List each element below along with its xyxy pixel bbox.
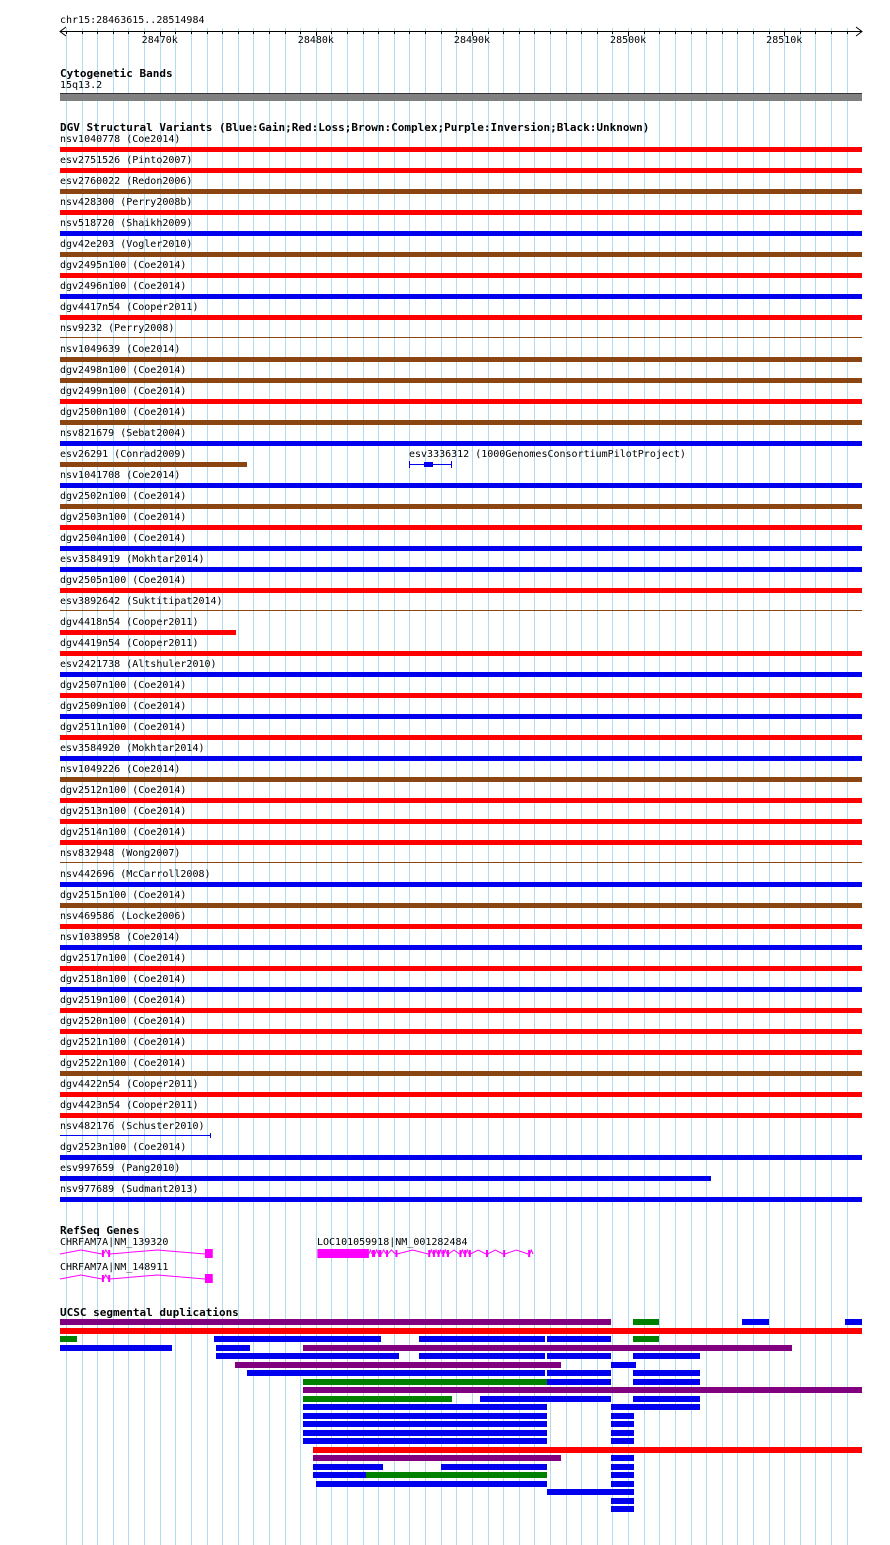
ruler-tick-label: 28470k (141, 35, 178, 46)
dgv-feature-label[interactable]: esv26291 (Conrad2009) (60, 449, 187, 460)
dgv-feature-label[interactable]: dgv2496n100 (Coe2014) (60, 281, 187, 292)
refseq-intron (388, 1250, 396, 1254)
dgv-feature-bar[interactable] (60, 294, 862, 299)
dgv-feature-label[interactable]: dgv2504n100 (Coe2014) (60, 533, 187, 544)
dgv-feature-bar[interactable] (60, 567, 862, 572)
refseq-intron (369, 1250, 372, 1254)
segdup-feature-bar[interactable] (611, 1404, 634, 1410)
segdup-feature-bar[interactable] (547, 1336, 611, 1342)
dgv-feature-bar[interactable] (60, 210, 862, 215)
segdup-feature-bar[interactable] (480, 1396, 611, 1402)
dgv-feature-bar[interactable] (60, 1071, 862, 1076)
dgv-feature-label[interactable]: dgv2523n100 (Coe2014) (60, 1142, 187, 1153)
refseq-intron (381, 1250, 386, 1254)
segdup-feature-bar[interactable] (303, 1345, 792, 1351)
ruler-tick-label: 28480k (297, 35, 334, 46)
dgv-feature-bar[interactable] (60, 1197, 862, 1202)
dgv-feature-bar[interactable] (60, 168, 862, 173)
refseq-intron (439, 1250, 442, 1254)
segdup-feature-bar[interactable] (611, 1506, 634, 1512)
dgv-feature-bar[interactable] (60, 862, 862, 863)
segdup-feature-bar[interactable] (547, 1489, 611, 1495)
dgv-feature-bar[interactable] (60, 441, 862, 446)
dgv-feature-bar[interactable] (60, 903, 862, 908)
segdup-feature-bar[interactable] (611, 1472, 634, 1478)
segdup-feature-bar[interactable] (547, 1353, 611, 1359)
dgv-feature-label[interactable]: esv2760022 (Redon2006) (60, 176, 193, 187)
dgv-feature-label[interactable]: dgv2499n100 (Coe2014) (60, 386, 187, 397)
refseq-exon (486, 1250, 488, 1257)
dgv-feature-bar[interactable] (60, 1113, 862, 1118)
dgv-feature-label[interactable]: dgv2514n100 (Coe2014) (60, 827, 187, 838)
dgv-feature-label[interactable]: nsv442696 (McCarroll2008) (60, 869, 211, 880)
dgv-feature-bar[interactable] (60, 610, 862, 611)
segdup-feature-bar[interactable] (633, 1396, 700, 1402)
dgv-feature-bar[interactable] (60, 882, 862, 887)
segdup-feature-bar[interactable] (611, 1362, 636, 1368)
segdup-feature-bar[interactable] (547, 1370, 611, 1376)
ruler-tick-label: 28490k (453, 35, 491, 46)
segdup-feature-bar[interactable] (611, 1438, 634, 1444)
dgv-feature-bar[interactable] (60, 504, 862, 509)
dgv-feature-label[interactable]: dgv2512n100 (Coe2014) (60, 785, 187, 796)
region-label: chr15:28463615..28514984 (60, 15, 205, 26)
dgv-feature-end-tick (409, 461, 410, 468)
dgv-feature-label[interactable]: esv3584920 (Mokhtar2014) (60, 743, 205, 754)
dgv-feature-label[interactable]: nsv482176 (Schuster2010) (60, 1121, 205, 1132)
refseq-exon (464, 1250, 466, 1257)
refseq-intron (103, 1275, 108, 1279)
segdup-feature-bar[interactable] (611, 1481, 634, 1487)
dgv-feature-bar[interactable] (60, 147, 862, 152)
refseq-intron (461, 1250, 464, 1254)
dgv-feature-label[interactable]: esv997659 (Pang2010) (60, 1163, 181, 1174)
segdup-feature-bar[interactable] (214, 1336, 381, 1342)
dgv-feature-label[interactable]: nsv9232 (Perry2008) (60, 323, 175, 334)
dgv-feature-bar[interactable] (60, 231, 862, 236)
dgv-feature-bar[interactable] (60, 420, 862, 425)
segdup-feature-bar[interactable] (419, 1336, 545, 1342)
refseq-track-title: RefSeq Genes (60, 1224, 140, 1237)
segdup-feature-bar[interactable] (303, 1421, 547, 1427)
segdup-feature-bar[interactable] (633, 1370, 700, 1376)
refseq-intron (530, 1250, 533, 1254)
dgv-feature-label[interactable]: nsv518720 (Shaikh2009) (60, 218, 193, 229)
dgv-feature-label[interactable]: dgv2520n100 (Coe2014) (60, 1016, 187, 1027)
refseq-exon (469, 1250, 471, 1257)
dgv-feature-label[interactable]: dgv42e203 (Vogler2010) (60, 239, 193, 250)
dgv-feature-bar[interactable] (60, 777, 862, 782)
dgv-feature-bar[interactable] (60, 714, 862, 719)
segdup-feature-bar[interactable] (316, 1481, 547, 1487)
dgv-feature-bar[interactable] (60, 651, 862, 656)
dgv-feature-bar[interactable] (60, 840, 862, 845)
refseq-intron (444, 1250, 447, 1254)
refseq-exon (442, 1250, 444, 1257)
ruler-tick-label: 28510k (766, 35, 803, 46)
dgv-feature-thick-block[interactable] (424, 462, 433, 467)
dgv-feature-label[interactable]: dgv2518n100 (Coe2014) (60, 974, 187, 985)
dgv-feature-label[interactable]: dgv4418n54 (Cooper2011) (60, 617, 199, 628)
dgv-feature-bar[interactable] (60, 189, 862, 194)
dgv-feature-label[interactable]: dgv4419n54 (Cooper2011) (60, 638, 199, 649)
segdup-feature-bar[interactable] (313, 1472, 366, 1478)
segdup-feature-bar[interactable] (845, 1319, 862, 1325)
ruler-tick-label: 28500k (610, 35, 647, 46)
refseq-gene-label[interactable]: LOC101059918|NM_001282484 (317, 1237, 468, 1248)
cytoband-track-title: Cytogenetic Bands (60, 67, 173, 80)
dgv-feature-label[interactable]: nsv1049226 (Coe2014) (60, 764, 181, 775)
dgv-feature-bar[interactable] (60, 462, 247, 467)
refseq-exon (447, 1250, 449, 1257)
dgv-feature-bar[interactable] (60, 483, 862, 488)
segdup-feature-bar[interactable] (633, 1353, 700, 1359)
segdup-feature-bar[interactable] (313, 1464, 383, 1470)
segdup-feature-bar[interactable] (303, 1396, 452, 1402)
refseq-intron (449, 1250, 460, 1254)
segdup-feature-bar[interactable] (313, 1455, 561, 1461)
refseq-exon (317, 1249, 369, 1258)
refseq-exon (503, 1250, 505, 1257)
dgv-feature-label[interactable]: dgv2502n100 (Coe2014) (60, 491, 187, 502)
segdup-feature-bar[interactable] (303, 1430, 547, 1436)
segdup-feature-bar[interactable] (742, 1319, 769, 1325)
dgv-feature-label[interactable]: dgv2495n100 (Coe2014) (60, 260, 187, 271)
segdup-feature-bar[interactable] (235, 1362, 561, 1368)
dgv-feature-bar[interactable] (60, 315, 862, 320)
segdup-feature-bar[interactable] (419, 1353, 545, 1359)
refseq-intron (375, 1250, 378, 1254)
refseq-intron (110, 1275, 205, 1279)
dgv-feature-bar[interactable] (60, 1050, 862, 1055)
ruler (0, 0, 890, 50)
refseq-exon (438, 1250, 440, 1257)
dgv-feature-bar[interactable] (60, 756, 862, 761)
dgv-feature-bar[interactable] (60, 252, 862, 257)
segdup-feature-bar[interactable] (216, 1353, 399, 1359)
dgv-feature-label[interactable]: nsv977689 (Sudmant2013) (60, 1184, 199, 1195)
dgv-feature-bar[interactable] (60, 966, 862, 971)
dgv-feature-label[interactable]: nsv428300 (Perry2008b) (60, 197, 193, 208)
dgv-feature-label[interactable]: dgv2519n100 (Coe2014) (60, 995, 187, 1006)
dgv-feature-label[interactable]: dgv2522n100 (Coe2014) (60, 1058, 187, 1069)
dgv-feature-label[interactable]: nsv821679 (Sebat2004) (60, 428, 187, 439)
refseq-exon (528, 1250, 530, 1257)
segdup-feature-bar[interactable] (303, 1387, 862, 1393)
dgv-feature-bar[interactable] (60, 1135, 211, 1136)
segdup-track-title: UCSC segmental duplications (60, 1306, 239, 1319)
segdup-feature-bar[interactable] (547, 1379, 611, 1385)
dgv-feature-bar[interactable] (60, 546, 862, 551)
segdup-feature-bar[interactable] (633, 1319, 659, 1325)
refseq-exon (428, 1250, 430, 1257)
segdup-feature-bar[interactable] (247, 1370, 545, 1376)
dgv-feature-label[interactable]: nsv832948 (Wong2007) (60, 848, 181, 859)
dgv-track-title: DGV Structural Variants (Blue:Gain;Red:Loss;Brown:Complex;Purple:Inversion;Black:Unknown) (60, 121, 650, 134)
dgv-feature-label[interactable]: dgv4417n54 (Cooper2011) (60, 302, 199, 313)
segdup-feature-bar[interactable] (313, 1447, 862, 1453)
refseq-intron (466, 1250, 469, 1254)
refseq-intron (470, 1250, 486, 1254)
dgv-feature-bar[interactable] (60, 1092, 862, 1097)
refseq-gene-model[interactable] (0, 1247, 890, 1261)
dgv-feature-label[interactable]: nsv1038958 (Coe2014) (60, 932, 181, 943)
segdup-feature-bar[interactable] (633, 1404, 700, 1410)
dgv-feature-bar[interactable] (60, 735, 862, 740)
dgv-feature-bar[interactable] (60, 819, 862, 824)
dgv-feature-end-tick (451, 461, 452, 468)
refseq-intron (430, 1250, 433, 1254)
dgv-feature-label[interactable]: nsv1041708 (Coe2014) (60, 470, 181, 481)
dgv-feature-bar[interactable] (60, 1155, 862, 1160)
dgv-feature-bar[interactable] (60, 273, 862, 278)
dgv-feature-bar[interactable] (60, 378, 862, 383)
refseq-exon (205, 1274, 213, 1283)
dgv-feature-bar[interactable] (60, 1029, 862, 1034)
dgv-feature-label[interactable]: esv3584919 (Mokhtar2014) (60, 554, 205, 565)
segdup-feature-bar[interactable] (611, 1413, 634, 1419)
refseq-intron (60, 1275, 102, 1279)
cytoband-label: 15q13.2 (60, 80, 103, 91)
refseq-gene-label[interactable]: CHRFAM7A|NM_148911 (60, 1262, 169, 1273)
refseq-exon (378, 1250, 381, 1257)
segdup-feature-bar[interactable] (441, 1464, 547, 1470)
dgv-feature-label[interactable]: dgv2505n100 (Coe2014) (60, 575, 187, 586)
refseq-gene-label[interactable]: CHRFAM7A|NM_139320 (60, 1237, 169, 1248)
refseq-gene-model[interactable] (0, 1272, 890, 1286)
refseq-exon (386, 1250, 388, 1257)
dgv-feature-label[interactable]: dgv2517n100 (Coe2014) (60, 953, 187, 964)
dgv-feature-end-tick (210, 1133, 211, 1138)
dgv-feature-label[interactable]: dgv2513n100 (Coe2014) (60, 806, 187, 817)
dgv-feature-bar[interactable] (60, 525, 862, 530)
segdup-feature-bar[interactable] (611, 1464, 634, 1470)
dgv-feature-bar[interactable] (60, 693, 862, 698)
segdup-feature-bar[interactable] (303, 1379, 547, 1385)
dgv-feature-label[interactable]: esv2751526 (Pinto2007) (60, 155, 193, 166)
refseq-exon (108, 1275, 110, 1282)
segdup-feature-bar[interactable] (216, 1345, 250, 1351)
dgv-feature-bar[interactable] (60, 399, 862, 404)
dgv-feature-label[interactable]: dgv2515n100 (Coe2014) (60, 890, 187, 901)
dgv-feature-label[interactable]: nsv469586 (Locke2006) (60, 911, 187, 922)
dgv-feature-bar[interactable] (60, 945, 862, 950)
dgv-feature-bar[interactable] (60, 798, 862, 803)
segdup-feature-bar[interactable] (303, 1438, 547, 1444)
dgv-feature-bar[interactable] (60, 357, 862, 362)
segdup-feature-bar[interactable] (60, 1345, 172, 1351)
dgv-feature-label[interactable]: dgv2509n100 (Coe2014) (60, 701, 187, 712)
dgv-feature-bar[interactable] (60, 672, 862, 677)
dgv-feature-label[interactable]: dgv2500n100 (Coe2014) (60, 407, 187, 418)
dgv-feature-label[interactable]: dgv2507n100 (Coe2014) (60, 680, 187, 691)
refseq-exon (372, 1250, 375, 1257)
refseq-exon (459, 1250, 461, 1257)
segdup-feature-bar[interactable] (611, 1421, 634, 1427)
dgv-feature-label[interactable]: esv2421738 (Altshuler2010) (60, 659, 217, 670)
dgv-feature-bar[interactable] (60, 1008, 862, 1013)
dgv-feature-label[interactable]: esv3336312 (1000GenomesConsortiumPilotProject) (409, 449, 686, 460)
dgv-feature-label[interactable]: dgv2521n100 (Coe2014) (60, 1037, 187, 1048)
dgv-feature-label[interactable]: esv3892642 (Suktitipat2014) (60, 596, 223, 607)
segdup-feature-bar[interactable] (633, 1379, 700, 1385)
dgv-feature-bar[interactable] (60, 588, 862, 593)
dgv-feature-bar[interactable] (60, 1176, 711, 1181)
segdup-feature-bar[interactable] (303, 1413, 547, 1419)
dgv-feature-bar[interactable] (60, 337, 862, 338)
dgv-feature-bar[interactable] (60, 924, 862, 929)
refseq-exon (433, 1250, 435, 1257)
refseq-exon (395, 1250, 397, 1257)
segdup-feature-bar[interactable] (366, 1472, 547, 1478)
dgv-feature-label[interactable]: dgv4422n54 (Cooper2011) (60, 1079, 199, 1090)
cytoband-bar[interactable] (60, 93, 862, 101)
segdup-feature-bar[interactable] (60, 1336, 77, 1342)
segdup-feature-bar[interactable] (611, 1455, 634, 1461)
refseq-intron (434, 1250, 437, 1254)
dgv-feature-label[interactable]: nsv1049639 (Coe2014) (60, 344, 181, 355)
segdup-feature-bar[interactable] (60, 1328, 862, 1334)
refseq-intron (488, 1250, 504, 1254)
segdup-feature-bar[interactable] (611, 1430, 634, 1436)
refseq-intron (505, 1250, 528, 1254)
dgv-feature-bar[interactable] (60, 987, 862, 992)
dgv-feature-bar[interactable] (60, 630, 236, 635)
dgv-feature-label[interactable]: nsv1040778 (Coe2014) (60, 134, 181, 145)
dgv-feature-label[interactable]: dgv4423n54 (Cooper2011) (60, 1100, 199, 1111)
segdup-feature-bar[interactable] (611, 1498, 634, 1504)
refseq-intron (397, 1250, 428, 1254)
segdup-feature-bar[interactable] (303, 1404, 547, 1410)
dgv-feature-label[interactable]: dgv2503n100 (Coe2014) (60, 512, 187, 523)
dgv-feature-label[interactable]: dgv2498n100 (Coe2014) (60, 365, 187, 376)
refseq-exon (102, 1275, 104, 1282)
segdup-feature-bar[interactable] (633, 1336, 659, 1342)
dgv-feature-label[interactable]: dgv2511n100 (Coe2014) (60, 722, 187, 733)
segdup-feature-bar[interactable] (60, 1319, 611, 1325)
segdup-feature-bar[interactable] (611, 1489, 634, 1495)
